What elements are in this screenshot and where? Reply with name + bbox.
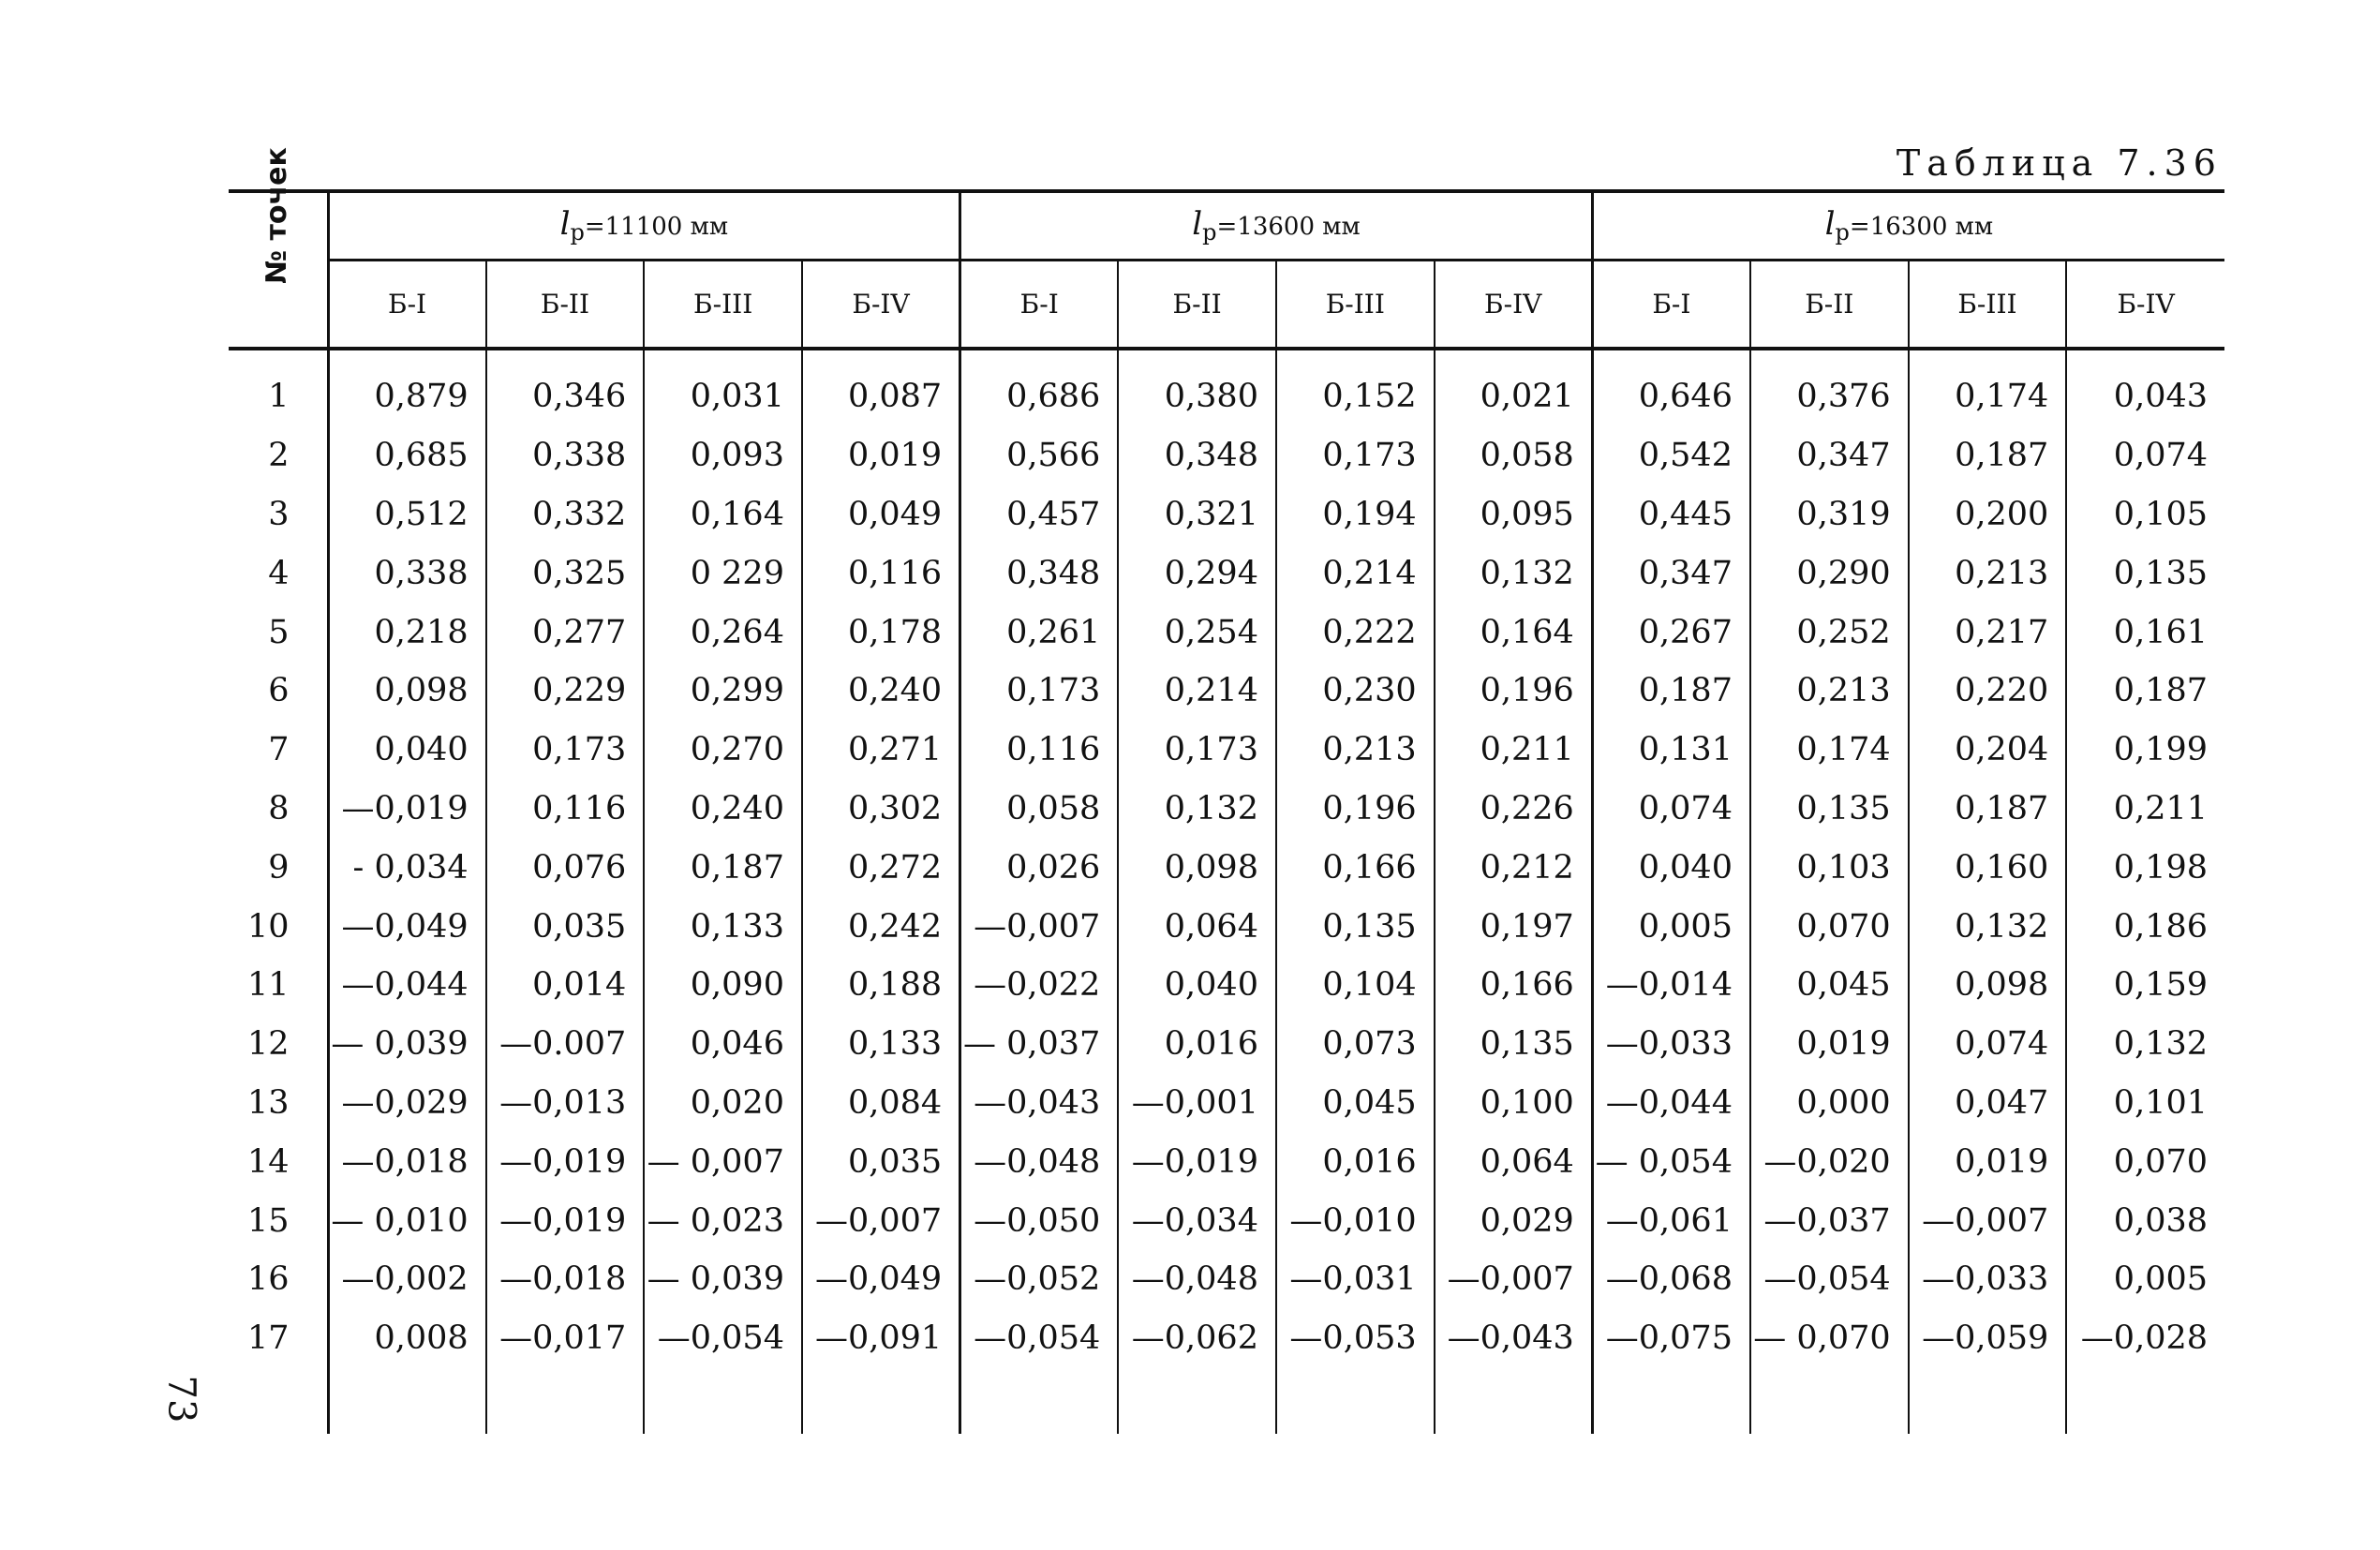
- table-cell: 0,348: [960, 544, 1119, 603]
- table-cell: 0,457: [960, 485, 1119, 544]
- table-cell: 0,348: [1118, 426, 1276, 485]
- table-cell: —0,002: [328, 1250, 486, 1309]
- table-cell: 0,220: [1909, 662, 2067, 721]
- table-cell: 0,064: [1435, 1132, 1593, 1191]
- point-number: 7: [268, 731, 290, 769]
- table-cell: - 0,034: [328, 838, 486, 897]
- table-cell: 0,104: [1276, 956, 1435, 1015]
- table-cell: — 0,023: [644, 1191, 802, 1250]
- table-row: [229, 349, 2224, 426]
- table-cell: 0,164: [644, 485, 802, 544]
- table-cell: —0,054: [1750, 1250, 1909, 1309]
- table-cell: 0,264: [644, 603, 802, 662]
- table-cell: 0,338: [486, 426, 645, 485]
- page-number: 73: [159, 1375, 203, 1423]
- group-header-1: $l_р=11100$ мм: [328, 193, 960, 261]
- table-cell: —0,043: [1435, 1309, 1593, 1368]
- table-cell: 0,008: [328, 1309, 486, 1368]
- table-cell: 0,178: [802, 603, 960, 662]
- table-cell: 0,103: [1750, 838, 1909, 897]
- subcolumn-header: Б-II: [1118, 261, 1276, 350]
- table-cell: 0,040: [1118, 956, 1276, 1015]
- table-cell: 0,211: [2066, 780, 2224, 839]
- table-cell-empty: [1592, 1368, 1750, 1434]
- table-cell-empty: [802, 1368, 960, 1434]
- table-cell: 0,272: [802, 838, 960, 897]
- table-cell: 0,226: [1435, 780, 1593, 839]
- subcolumn-header: Б-I: [1592, 261, 1750, 350]
- table-cell: 0,161: [2066, 603, 2224, 662]
- table-row: [229, 1191, 2224, 1250]
- table-cell: 0,198: [2066, 838, 2224, 897]
- table-caption: Таблица 7.36: [1896, 142, 2223, 184]
- table-cell: 0,019: [1750, 1015, 1909, 1074]
- table-cell: 0,045: [1750, 956, 1909, 1015]
- table-cell: 0 229: [644, 544, 802, 603]
- table-row: [229, 1015, 2224, 1074]
- table-cell: 0,132: [1909, 897, 2067, 956]
- row-number-header: № точек: [229, 193, 328, 349]
- table-cell: 0,101: [2066, 1074, 2224, 1133]
- table-cell: —0,044: [328, 956, 486, 1015]
- table-cell: — 0,054: [1592, 1132, 1750, 1191]
- table-cell: — 0,070: [1750, 1309, 1909, 1368]
- table-cell: 0,199: [2066, 721, 2224, 780]
- point-number: 14: [246, 1142, 290, 1181]
- table-cell: 0,252: [1750, 603, 1909, 662]
- table-cell: —0,018: [486, 1250, 645, 1309]
- table-cell: —0,007: [1435, 1250, 1593, 1309]
- table-cell: — 0,039: [644, 1250, 802, 1309]
- table-cell: 0,073: [1276, 1015, 1435, 1074]
- table-cell: 0,173: [1118, 721, 1276, 780]
- point-number: 9: [268, 848, 290, 887]
- point-number: 3: [268, 495, 290, 533]
- table-cell: 0,074: [2066, 426, 2224, 485]
- table-cell: 0,211: [1435, 721, 1593, 780]
- table-cell: 0,019: [1909, 1132, 2067, 1191]
- table-cell-empty: [1118, 1368, 1276, 1434]
- table-cell: —0,019: [1118, 1132, 1276, 1191]
- point-number: 11: [246, 966, 290, 1005]
- table-cell: 0,194: [1276, 485, 1435, 544]
- table-cell-empty: [1750, 1368, 1909, 1434]
- table-row: [229, 780, 2224, 839]
- table-cell: 0,686: [960, 349, 1119, 426]
- table-cell: 0,229: [486, 662, 645, 721]
- table-cell: 0,380: [1118, 349, 1276, 426]
- table-cell: 0,005: [1592, 897, 1750, 956]
- point-number: 12: [246, 1025, 290, 1064]
- point-number: 17: [246, 1319, 290, 1358]
- table-cell: 0,566: [960, 426, 1119, 485]
- table-cell: 0,218: [328, 603, 486, 662]
- table-cell: —0,037: [1750, 1191, 1909, 1250]
- table-row: [229, 1132, 2224, 1191]
- table-cell: —0,059: [1909, 1309, 2067, 1368]
- table-cell: —0,049: [802, 1250, 960, 1309]
- table-cell: 0,031: [644, 349, 802, 426]
- table-cell: 0,294: [1118, 544, 1276, 603]
- table-cell: 0,016: [1118, 1015, 1276, 1074]
- table-cell: 0,204: [1909, 721, 2067, 780]
- table-cell: 0,445: [1592, 485, 1750, 544]
- table-cell: 0,152: [1276, 349, 1435, 426]
- subcolumn-header: Б-III: [1909, 261, 2067, 350]
- table-cell: 0,512: [328, 485, 486, 544]
- point-number: 4: [268, 554, 290, 592]
- table-cell: —0,001: [1118, 1074, 1276, 1133]
- table-row: [229, 956, 2224, 1015]
- table-cell: —0,007: [802, 1191, 960, 1250]
- table-cell: — 0,039: [328, 1015, 486, 1074]
- table-cell: 0,035: [802, 1132, 960, 1191]
- subcolumn-header: Б-I: [960, 261, 1119, 350]
- table-cell: —0,007: [1909, 1191, 2067, 1250]
- table-cell: 0,084: [802, 1074, 960, 1133]
- table-cell: —0,049: [328, 897, 486, 956]
- table-cell: —0,033: [1592, 1015, 1750, 1074]
- table-cell-empty: [960, 1368, 1119, 1434]
- point-number: 6: [268, 672, 290, 710]
- table-cell: 0,242: [802, 897, 960, 956]
- table-cell: 0,058: [1435, 426, 1593, 485]
- table-cell: —0,019: [328, 780, 486, 839]
- table-cell: 0,319: [1750, 485, 1909, 544]
- table-cell: 0,005: [2066, 1250, 2224, 1309]
- table-cell: 0,116: [960, 721, 1119, 780]
- point-number: 13: [246, 1083, 290, 1122]
- table-cell: 0,131: [1592, 721, 1750, 780]
- table-cell: —0,010: [1276, 1191, 1435, 1250]
- subcolumn-header: Б-I: [328, 261, 486, 350]
- table-cell: —0,053: [1276, 1309, 1435, 1368]
- table-cell: 0,035: [486, 897, 645, 956]
- table-cell: —0,028: [2066, 1309, 2224, 1368]
- table-cell: 0,043: [2066, 349, 2224, 426]
- table-cell: 0,332: [486, 485, 645, 544]
- subcolumn-header: Б-IV: [2066, 261, 2224, 350]
- table-cell: 0,186: [2066, 897, 2224, 956]
- table-cell: 0,214: [1276, 544, 1435, 603]
- table-cell: 0,166: [1276, 838, 1435, 897]
- table-cell-empty: [486, 1368, 645, 1434]
- table-cell: 0,230: [1276, 662, 1435, 721]
- table-cell: 0,290: [1750, 544, 1909, 603]
- table-cell: 0,879: [328, 349, 486, 426]
- table-cell: —0,048: [1118, 1250, 1276, 1309]
- table-cell: 0,135: [1750, 780, 1909, 839]
- table-cell: 0,098: [328, 662, 486, 721]
- subcolumn-header: Б-II: [486, 261, 645, 350]
- table-cell: 0,196: [1276, 780, 1435, 839]
- table-cell: —0,044: [1592, 1074, 1750, 1133]
- table-cell: 0,014: [486, 956, 645, 1015]
- table-cell: 0,132: [1118, 780, 1276, 839]
- table-cell: — 0,007: [644, 1132, 802, 1191]
- table-cell: —0,029: [328, 1074, 486, 1133]
- table-cell: 0,058: [960, 780, 1119, 839]
- table-cell: 0,173: [1276, 426, 1435, 485]
- table-cell: 0,173: [960, 662, 1119, 721]
- table-cell: 0,376: [1750, 349, 1909, 426]
- table-cell: 0,098: [1909, 956, 2067, 1015]
- table-cell: 0,132: [2066, 1015, 2224, 1074]
- table-cell: 0,038: [2066, 1191, 2224, 1250]
- table-cell: 0,098: [1118, 838, 1276, 897]
- table-cell: —0,052: [960, 1250, 1119, 1309]
- table-cell: 0,196: [1435, 662, 1593, 721]
- table-cell: 0,159: [2066, 956, 2224, 1015]
- table-cell: 0,095: [1435, 485, 1593, 544]
- table-cell: 0,047: [1909, 1074, 2067, 1133]
- table-cell: 0,213: [1909, 544, 2067, 603]
- table-cell: 0,135: [1276, 897, 1435, 956]
- point-number: 16: [246, 1260, 290, 1299]
- table-cell: —0,013: [486, 1074, 645, 1133]
- table-cell: —0,054: [644, 1309, 802, 1368]
- table-cell: —0,034: [1118, 1191, 1276, 1250]
- table-cell: —0,048: [960, 1132, 1119, 1191]
- table-cell: 0,090: [644, 956, 802, 1015]
- table-cell: 0,021: [1435, 349, 1593, 426]
- subcolumn-header: Б-III: [644, 261, 802, 350]
- table-cell: 0,214: [1118, 662, 1276, 721]
- group-header-3: $l_р=16300$ мм: [1592, 193, 2224, 261]
- table-cell: 0,040: [1592, 838, 1750, 897]
- table-cell: —0,019: [486, 1132, 645, 1191]
- table-cell: 0,347: [1592, 544, 1750, 603]
- table-cell: — 0,010: [328, 1191, 486, 1250]
- group-header-2: $l_р=13600$ мм: [960, 193, 1593, 261]
- subcolumn-header: Б-II: [1750, 261, 1909, 350]
- table-cell: 0,187: [1592, 662, 1750, 721]
- table-cell: 0,685: [328, 426, 486, 485]
- table-cell: 0,347: [1750, 426, 1909, 485]
- table-row: [229, 1250, 2224, 1309]
- table-row: [229, 485, 2224, 544]
- table-cell: 0,200: [1909, 485, 2067, 544]
- table-cell: 0,133: [644, 897, 802, 956]
- point-number: 2: [268, 437, 290, 475]
- table-cell: 0,160: [1909, 838, 2067, 897]
- table-cell: 0,240: [802, 662, 960, 721]
- table-cell: 0,271: [802, 721, 960, 780]
- table-cell: —0,068: [1592, 1250, 1750, 1309]
- table-cell: 0,100: [1435, 1074, 1593, 1133]
- table-cell: 0,029: [1435, 1191, 1593, 1250]
- table-cell: 0,074: [1909, 1015, 2067, 1074]
- table-cell: — 0,037: [960, 1015, 1119, 1074]
- table-cell: 0,049: [802, 485, 960, 544]
- table-cell: 0,173: [486, 721, 645, 780]
- table-cell: 0,087: [802, 349, 960, 426]
- table-cell: 0,020: [644, 1074, 802, 1133]
- point-number: 1: [268, 378, 290, 416]
- table-cell-empty: [644, 1368, 802, 1434]
- table-cell: 0,019: [802, 426, 960, 485]
- table-cell: 0,133: [802, 1015, 960, 1074]
- table-cell: 0,338: [328, 544, 486, 603]
- table-cell: 0,040: [328, 721, 486, 780]
- table-cell: —0,031: [1276, 1250, 1435, 1309]
- table-row: [229, 544, 2224, 603]
- table-cell: 0,254: [1118, 603, 1276, 662]
- table-row: [229, 662, 2224, 721]
- table-cell: —0,022: [960, 956, 1119, 1015]
- table-cell: 0,299: [644, 662, 802, 721]
- table-cell: —0,061: [1592, 1191, 1750, 1250]
- table-cell: 0,212: [1435, 838, 1593, 897]
- table-row: [229, 1074, 2224, 1133]
- table-cell: 0,045: [1276, 1074, 1435, 1133]
- table-cell: —0,075: [1592, 1309, 1750, 1368]
- table-cell: —0,007: [960, 897, 1119, 956]
- table-row: [229, 426, 2224, 485]
- table-cell: 0,646: [1592, 349, 1750, 426]
- table-cell: 0,164: [1435, 603, 1593, 662]
- table-cell: —0.007: [486, 1015, 645, 1074]
- table-cell: 0,166: [1435, 956, 1593, 1015]
- table-spacer-row: [229, 1368, 2224, 1434]
- table-row: [229, 838, 2224, 897]
- table-cell: 0,302: [802, 780, 960, 839]
- table-row: [229, 1309, 2224, 1368]
- table-cell: 0,135: [1435, 1015, 1593, 1074]
- table-cell: —0,054: [960, 1309, 1119, 1368]
- table-cell: 0,261: [960, 603, 1119, 662]
- table-cell: 0,076: [486, 838, 645, 897]
- table-cell: 0,188: [802, 956, 960, 1015]
- table-cell: —0,062: [1118, 1309, 1276, 1368]
- table-row: [229, 603, 2224, 662]
- table-row: [229, 897, 2224, 956]
- subcolumn-header: Б-IV: [1435, 261, 1593, 350]
- table-cell: 0,116: [486, 780, 645, 839]
- table-cell: 0,046: [644, 1015, 802, 1074]
- table-cell: 0,197: [1435, 897, 1593, 956]
- table-cell-empty: [1276, 1368, 1435, 1434]
- table-cell: 0,267: [1592, 603, 1750, 662]
- table-cell-empty: [229, 1368, 328, 1434]
- table-cell: 0,174: [1909, 349, 2067, 426]
- table-cell: 0,187: [1909, 426, 2067, 485]
- table-cell: —0,019: [486, 1191, 645, 1250]
- table-cell: 0,026: [960, 838, 1119, 897]
- point-number: 5: [268, 613, 290, 651]
- table-cell: 0,346: [486, 349, 645, 426]
- table-cell-empty: [1909, 1368, 2067, 1434]
- table-cell: 0,325: [486, 544, 645, 603]
- table-cell-empty: [1435, 1368, 1593, 1434]
- table-cell: 0,187: [1909, 780, 2067, 839]
- table-cell: —0,017: [486, 1309, 645, 1368]
- table-cell: 0,074: [1592, 780, 1750, 839]
- table-cell: 0,174: [1750, 721, 1909, 780]
- table-cell-empty: [2066, 1368, 2224, 1434]
- point-number: 15: [246, 1201, 290, 1240]
- table-cell: 0,132: [1435, 544, 1593, 603]
- point-number: 10: [246, 907, 290, 946]
- table-cell: 0,321: [1118, 485, 1276, 544]
- table-cell: 0,277: [486, 603, 645, 662]
- table-cell: 0,217: [1909, 603, 2067, 662]
- table-cell: 0,213: [1750, 662, 1909, 721]
- table-cell: 0,105: [2066, 485, 2224, 544]
- subcolumn-header: Б-IV: [802, 261, 960, 350]
- table-cell: 0,016: [1276, 1132, 1435, 1191]
- table-cell: 0,070: [2066, 1132, 2224, 1191]
- table-cell: —0,018: [328, 1132, 486, 1191]
- table-cell-empty: [328, 1368, 486, 1434]
- table-row: [229, 721, 2224, 780]
- table-cell: 0,187: [2066, 662, 2224, 721]
- table-cell: 0,116: [802, 544, 960, 603]
- table-cell: 0,070: [1750, 897, 1909, 956]
- table-cell: 0,187: [644, 838, 802, 897]
- table-cell: 0,135: [2066, 544, 2224, 603]
- table-cell: —0,091: [802, 1309, 960, 1368]
- table-cell: —0,033: [1909, 1250, 2067, 1309]
- table-cell: —0,050: [960, 1191, 1119, 1250]
- table-cell: 0,542: [1592, 426, 1750, 485]
- table-cell: 0,270: [644, 721, 802, 780]
- subcolumn-header: Б-III: [1276, 261, 1435, 350]
- table-cell: 0,213: [1276, 721, 1435, 780]
- table-cell: 0,093: [644, 426, 802, 485]
- table-cell: 0,000: [1750, 1074, 1909, 1133]
- table-cell: —0,014: [1592, 956, 1750, 1015]
- table-cell: —0,020: [1750, 1132, 1909, 1191]
- table-cell: 0,240: [644, 780, 802, 839]
- table-cell: 0,222: [1276, 603, 1435, 662]
- table-cell: —0,043: [960, 1074, 1119, 1133]
- point-number: 8: [268, 789, 290, 827]
- table-cell: 0,064: [1118, 897, 1276, 956]
